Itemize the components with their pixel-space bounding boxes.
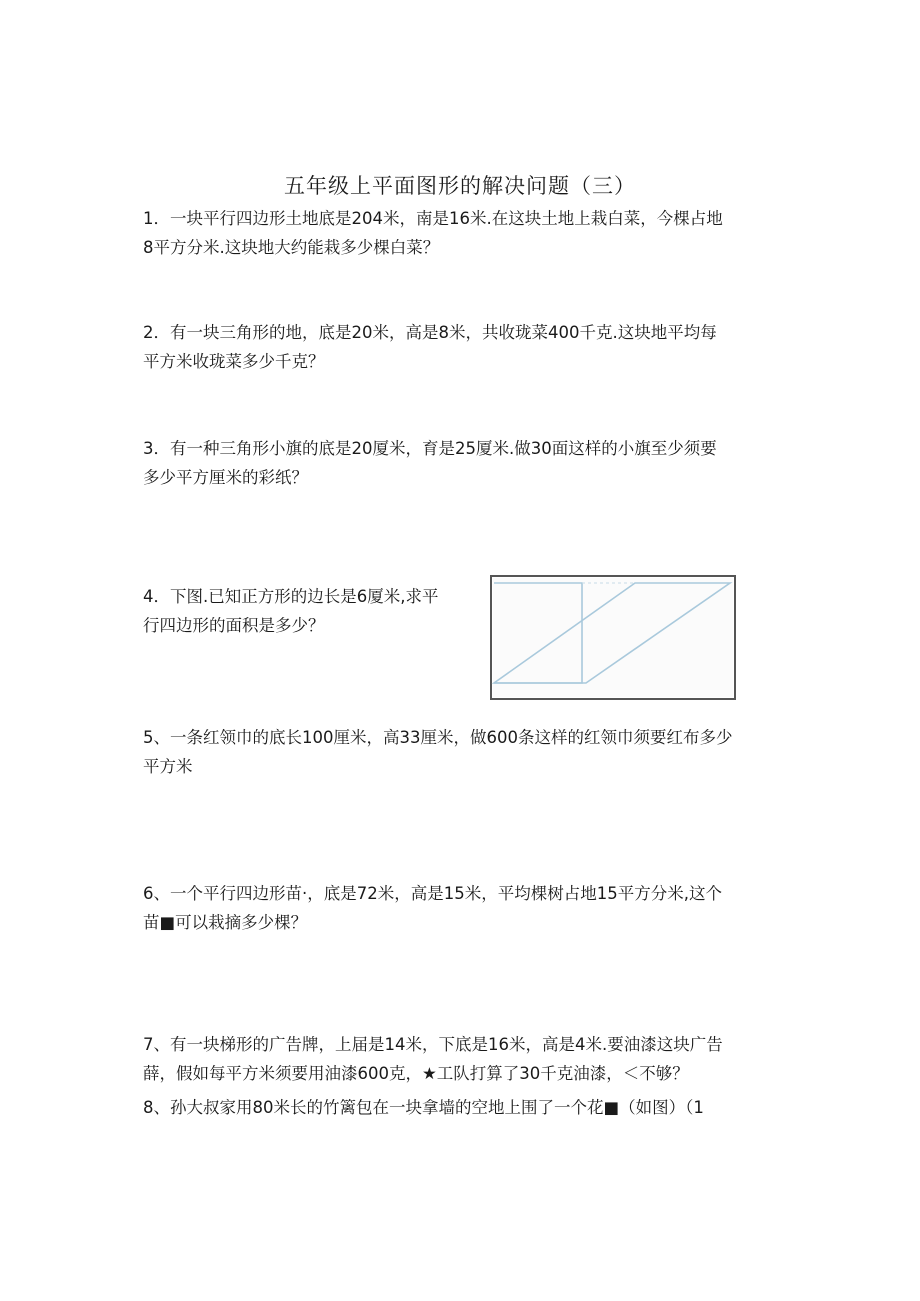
question-7 — [143, 1030, 723, 1088]
question-8 — [143, 1093, 704, 1122]
question-line: 6、一个平行四边形苗·，底是72米，高是15米，平均棵树占地15平方分米,这个 — [143, 884, 722, 903]
square-parallelogram-figure — [490, 575, 736, 700]
question-line: 3．有一种三角形小旗的底是20厦米，育是25厦米.做30面这样的小旗至少须要 — [143, 439, 717, 458]
question-line: 1．一块平行四边形土地底是204米，南是16米.在这块土地上栽白菜，今棵占地 — [143, 209, 723, 228]
page-title: 五年级上平面图形的解决问题（三） — [284, 174, 636, 198]
question-line: 4．下图.已知正方形的边长是6厦米,求平 — [143, 587, 439, 606]
question-line: 行四边形的面积是多少？ — [143, 616, 325, 635]
question-6 — [143, 879, 722, 937]
question-line: 苗■可以栽摘多少棵？ — [143, 913, 308, 932]
question-5 — [143, 723, 732, 781]
question-2 — [143, 318, 717, 376]
question-line: 8、孙大叔家用80米长的竹篱包在一块拿墙的空地上围了一个花■（如图）（1 — [143, 1098, 704, 1117]
question-line: 多少平方厘米的彩纸？ — [143, 468, 308, 487]
question-line: 平方米收珑菜多少千克？ — [143, 352, 325, 371]
question-line: 8平方分米.这块地大约能栽多少棵白菜？ — [143, 238, 440, 257]
question-line: 7、有一块梯形的广告牌，上届是14米，下底是16米，高是4米.要油漆这块广告 — [143, 1035, 723, 1054]
question-line: 薛，假如每平方米须要用油漆600克，★工队打算了30千克油漆，＜不够？ — [143, 1064, 689, 1083]
question-line: 2．有一块三角形的地，底是20米，高是8米，共收珑菜400千克.这块地平均每 — [143, 323, 717, 342]
question-line: 平方米 — [143, 757, 193, 776]
question-line: 5、一条红领巾的底长100厘米，高33厘米，做600条这样的红领巾须要红布多少 — [143, 728, 733, 747]
question-4 — [143, 582, 439, 640]
question-3 — [143, 434, 717, 492]
question-1 — [143, 204, 723, 262]
